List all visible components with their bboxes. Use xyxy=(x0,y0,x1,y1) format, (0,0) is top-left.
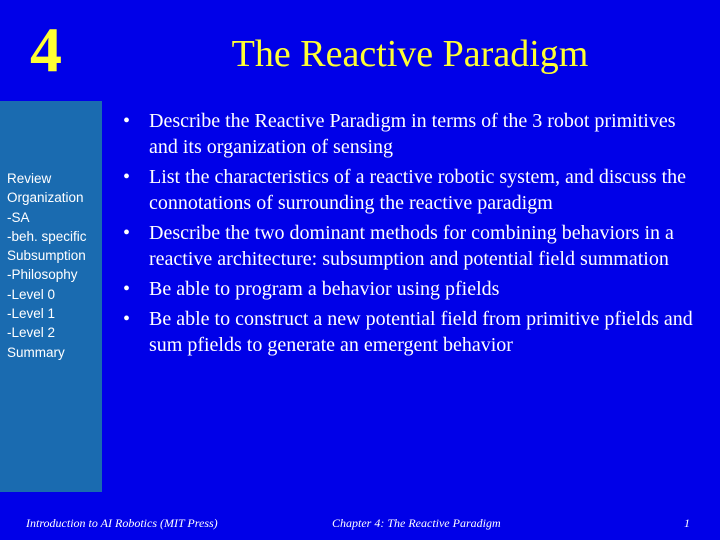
bullet-item xyxy=(115,306,695,358)
bullet-marker: • xyxy=(123,278,131,300)
sidebar-item-review: Review xyxy=(7,171,52,186)
footer-chapter-title: Chapter 4: The Reactive Paradigm xyxy=(332,516,501,530)
bullet-marker: • xyxy=(123,222,131,244)
bullet-item xyxy=(115,276,695,302)
sidebar-item-philosophy: -Philosophy xyxy=(7,267,78,283)
bullet-marker: • xyxy=(123,166,131,188)
bullet-item xyxy=(115,108,695,160)
bullet-text: Describe the two dominant methods for combining behaviors in a reactive architecture: subsumption and potential field summation xyxy=(149,222,674,270)
bullet-text: List the characteristics of a reactive robotic system, and discuss the connotations of surrounding the reactive paradigm xyxy=(149,166,687,214)
sidebar-item-organization: Organization xyxy=(7,190,84,206)
sidebar-item-level-1: -Level 1 xyxy=(7,306,56,322)
bullet-item xyxy=(115,164,695,216)
sidebar-item-sa: -SA xyxy=(7,209,30,225)
bullet-list xyxy=(115,108,695,362)
slide-footer xyxy=(0,512,720,534)
chapter-number: 4 xyxy=(30,14,62,85)
sidebar-item-summary: Summary xyxy=(7,344,65,360)
sidebar-item-subsumption: Subsumption xyxy=(7,248,86,264)
sidebar-item-beh-specific: -beh. specific xyxy=(7,228,87,244)
bullet-marker: • xyxy=(123,308,131,330)
bullet-item xyxy=(115,220,695,272)
bullet-text: Be able to construct a new potential field from primitive pfields and sum pfields to generate an emergent behavior xyxy=(149,308,693,356)
sidebar-item-level-0: -Level 0 xyxy=(7,286,56,302)
bullet-marker: • xyxy=(123,110,131,132)
slide-title: The Reactive Paradigm xyxy=(231,33,589,75)
sidebar-item-level-2: -Level 2 xyxy=(7,325,56,341)
bullet-text: Be able to program a behavior using pfields xyxy=(149,278,500,300)
footer-book-title: Introduction to AI Robotics (MIT Press) xyxy=(26,516,218,530)
bullet-text: Describe the Reactive Paradigm in terms of the 3 robot primitives and its organization of sensing xyxy=(149,110,676,158)
footer-page-number: 1 xyxy=(684,516,690,530)
sidebar-panel xyxy=(0,101,102,492)
